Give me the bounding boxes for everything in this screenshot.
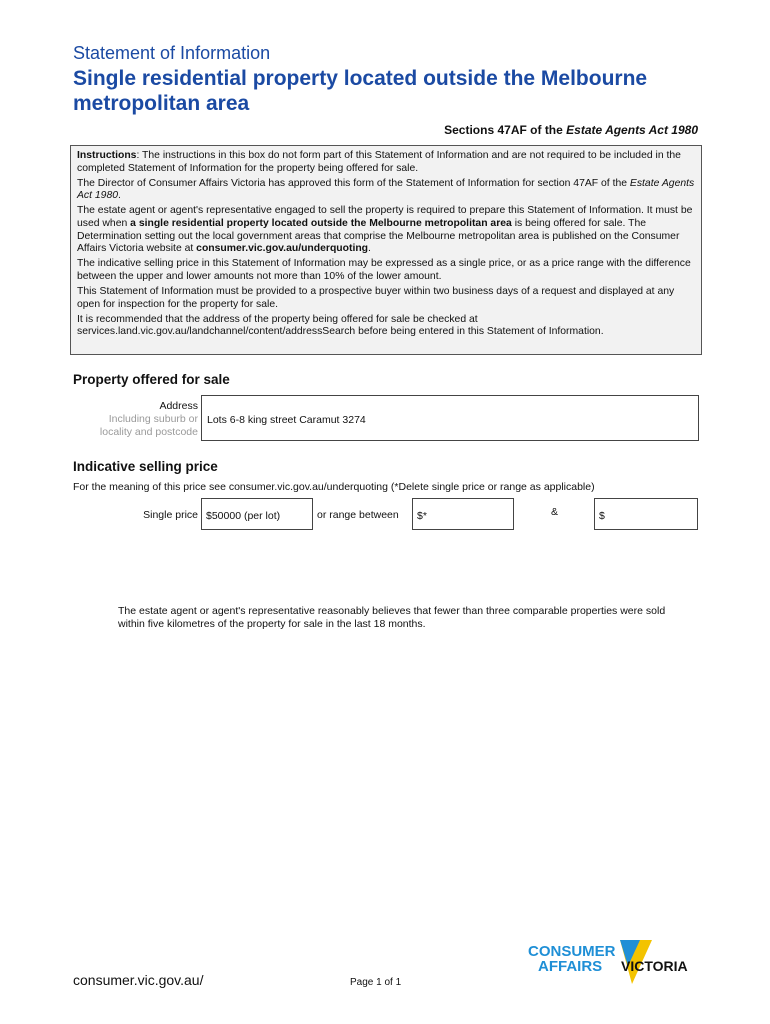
single-price-label: Single price bbox=[143, 509, 198, 521]
instructions-para-2-text: The Director of Consumer Affairs Victoria has approved this form of the Statement of Information for section 47AF of the bbox=[77, 177, 630, 189]
instructions-para-1 bbox=[77, 150, 695, 175]
instructions-para-2-end: . bbox=[118, 190, 121, 202]
instructions-para-3-end: . bbox=[368, 243, 371, 255]
property-heading: Property offered for sale bbox=[73, 372, 230, 387]
range-low-field[interactable]: $* bbox=[412, 498, 514, 530]
cav-logo-graphic bbox=[528, 940, 703, 990]
logo-text-victoria: VICTORIA bbox=[621, 958, 688, 974]
footer-website[interactable]: consumer.vic.gov.au/ bbox=[73, 972, 204, 988]
range-label: or range between bbox=[317, 509, 399, 521]
act-reference bbox=[444, 123, 698, 137]
underquoting-link[interactable]: consumer.vic.gov.au/underquoting bbox=[196, 243, 369, 255]
address-label-block bbox=[70, 400, 198, 439]
instructions-para-5: This Statement of Information must be provided to a prospective buyer within two business days of a request and displayed at any open for inspection for the property for sale. bbox=[77, 285, 675, 310]
instructions-para-4: The indicative selling price in this Statement of Information may be expressed as a single price, or as a price range with the difference between the upper and lower amounts not more than 10% of the lower amount. bbox=[77, 258, 691, 282]
consumer-affairs-victoria-logo bbox=[528, 940, 703, 995]
instructions-box bbox=[70, 145, 702, 355]
instructions-text: : The instructions in this box do not form part of this Statement of Information and are not required to be included in the completed Statement of Information for the property being offered for sale. bbox=[77, 150, 681, 174]
range-high-field[interactable]: $ bbox=[594, 498, 698, 530]
range-ampersand: & bbox=[551, 506, 559, 518]
document-type: Statement of Information bbox=[73, 43, 271, 63]
act-name: Estate Agents Act 1980 bbox=[566, 123, 698, 137]
instructions-para-2 bbox=[77, 178, 695, 203]
address-label: Address bbox=[159, 400, 198, 412]
single-price-field[interactable]: $50000 (per lot) bbox=[201, 498, 313, 530]
instructions-para-3-a: The estate agent or agent's representative engaged to sell the property is required to prepare this Statement of Information. It must be used when bbox=[77, 205, 693, 229]
address-hint-2: locality and postcode bbox=[99, 426, 198, 438]
comparables-note: The estate agent or agent's representative reasonably believes that fewer than three comparable properties were sold within five kilometres of the property for sale in the last 18 months. bbox=[118, 605, 666, 630]
logo-text-affairs: AFFAIRS bbox=[538, 958, 603, 975]
address-hint-1: Including suburb or bbox=[108, 413, 198, 425]
address-field[interactable]: Lots 6-8 king street Caramut 3274 bbox=[201, 395, 699, 441]
act-reference-prefix: Sections 47AF of the bbox=[444, 123, 567, 137]
instructions-para-3 bbox=[77, 205, 695, 255]
instructions-para-3-c: is being offered for sale. The Determination setting out the local government areas that comprise the Melbourne metropolitan area is published on the Consumer Affairs Victoria website at bbox=[77, 217, 680, 255]
instructions-para-6: It is recommended that the address of the property being offered for sale be checked at services.land.vic.gov.au/landchannel/content/addressSearch before being entered in this Statement of Information. bbox=[77, 313, 604, 338]
instructions-label: Instructions bbox=[77, 150, 137, 161]
price-heading: Indicative selling price bbox=[73, 459, 218, 474]
instructions-act-name: Estate Agents Act 1980 bbox=[77, 177, 695, 202]
logo-text-consumer: CONSUMER bbox=[528, 943, 616, 960]
page-number: Page 1 of 1 bbox=[350, 977, 402, 988]
price-meaning: For the meaning of this price see consumer.vic.gov.au/underquoting (*Delete single price or range as applicable) bbox=[73, 481, 595, 493]
page-title: Single residential property located outside the Melbourne metropolitan area bbox=[73, 67, 648, 115]
instructions-para-3-bold: a single residential property located outside the Melbourne metropolitan area bbox=[130, 217, 512, 229]
